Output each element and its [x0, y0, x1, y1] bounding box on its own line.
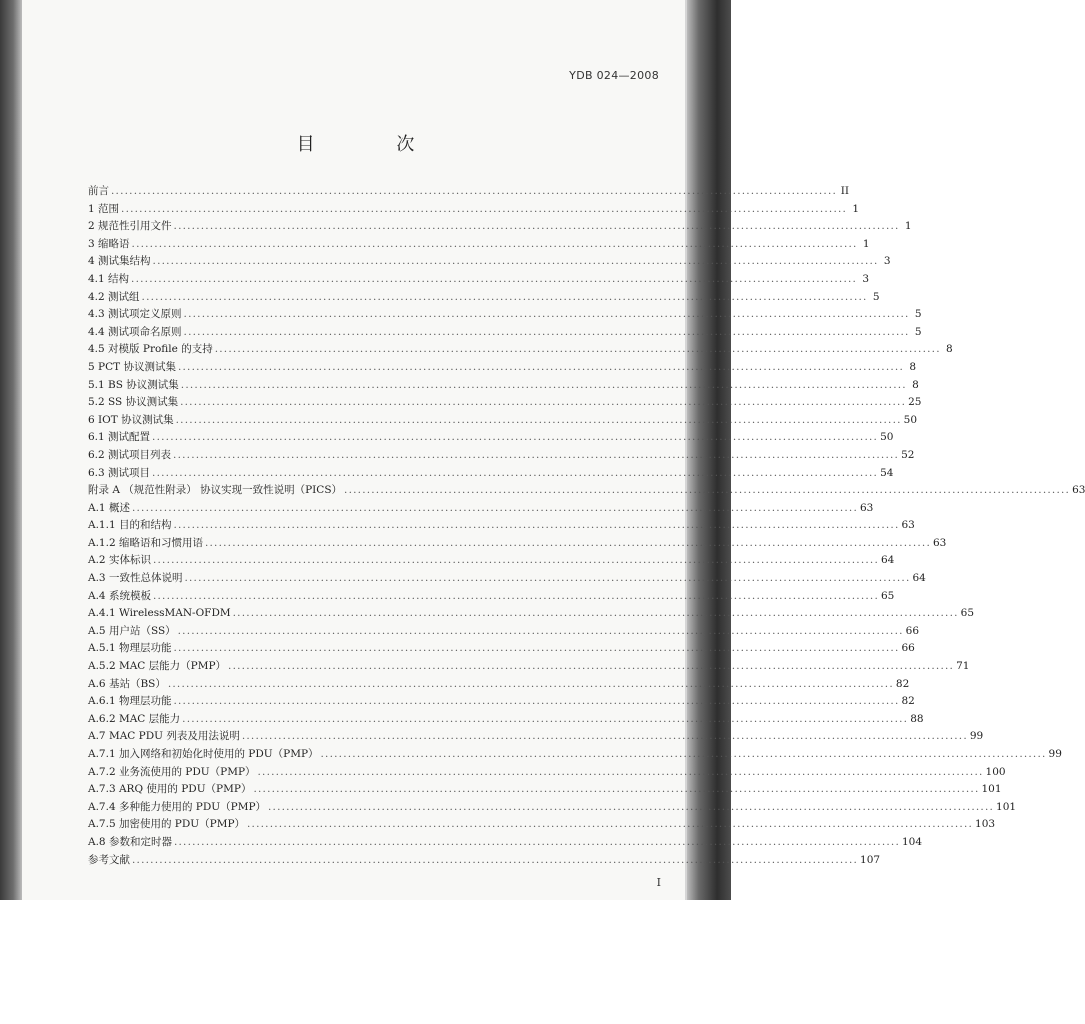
toc-entry-page: 100 — [985, 765, 1006, 778]
toc-entry-label: A.3 一致性总体说明 — [88, 572, 183, 585]
toc-entry[interactable] — [88, 781, 1002, 799]
toc-entry-label: 前言 — [88, 185, 109, 197]
toc-entry[interactable] — [88, 799, 1017, 817]
toc-entry[interactable] — [88, 324, 922, 342]
toc-entry-page: 5 — [914, 308, 922, 321]
toc-entry-page: 66 — [905, 624, 920, 637]
toc-entry-label: A.6.1 物理层功能 — [88, 695, 172, 708]
toc-leader-dots: ................................................................................................................................................................ — [177, 624, 904, 637]
toc-entry-page: 99 — [1048, 748, 1062, 760]
toc-entry-page: 101 — [981, 783, 1002, 796]
toc-entry-page: 5 — [872, 290, 880, 303]
toc-entry-label: 6.2 测试项目列表 — [88, 448, 172, 461]
toc-entry-label: A.5.1 物理层功能 — [88, 642, 172, 655]
toc-entry-page: 101 — [996, 800, 1017, 813]
toc-leader-dots: ................................................................................................................................................................ — [177, 360, 904, 373]
toc-entry[interactable] — [88, 693, 915, 711]
toc-entry[interactable] — [88, 535, 947, 553]
toc-entry-label: 4 测试集结构 — [88, 255, 151, 268]
toc-entry-page: 71 — [956, 660, 970, 673]
toc-entry[interactable] — [88, 500, 874, 518]
toc-entry-page: 3 — [883, 255, 891, 268]
toc-entry[interactable] — [88, 711, 924, 729]
toc-entry[interactable] — [88, 306, 922, 324]
toc-entry-label: A.7.3 ARQ 使用的 PDU（PMP） — [88, 783, 252, 796]
toc-entry-label: 6.3 测试项目 — [88, 466, 151, 479]
toc-leader-dots: ................................................................................................................................................................ — [121, 202, 848, 215]
toc-entry-label: A.7.4 多种能力使用的 PDU（PMP） — [88, 800, 267, 813]
toc-leader-dots: ................................................................................................................................................................ — [152, 466, 879, 479]
toc-leader-dots: ................................................................................................................................................................ — [241, 730, 968, 743]
toc-entry-page: 103 — [975, 818, 996, 831]
toc-entry-page: 50 — [880, 431, 894, 444]
toc-entry[interactable] — [88, 218, 912, 236]
toc-entry[interactable] — [88, 359, 916, 377]
toc-leader-dots: ................................................................................................................................................................ — [173, 695, 900, 708]
toc-entry-label: 2 规范性引用文件 — [88, 220, 172, 233]
toc-leader-dots: ................................................................................................................................................................ — [152, 554, 879, 567]
toc-entry-label: 3 缩略语 — [88, 237, 130, 250]
toc-entry-label: A.1.1 目的和结构 — [88, 519, 172, 532]
toc-leader-dots: ................................................................................................................................................................ — [183, 325, 910, 338]
toc-leader-dots: ................................................................................................................................................................ — [132, 853, 859, 866]
toc-entry[interactable] — [88, 764, 1006, 782]
toc-entry-page: 63 — [901, 519, 915, 532]
toc-entry-page: 3 — [862, 272, 870, 285]
toc-entry[interactable] — [88, 289, 880, 307]
toc-entry[interactable] — [88, 588, 895, 606]
toc-leader-dots: ................................................................................................................................................................ — [131, 237, 858, 250]
toc-entry-page: 5 — [914, 325, 922, 338]
toc-entry-label: 参考文献 — [88, 853, 130, 866]
toc-leader-dots: ................................................................................................................................................................ — [228, 660, 955, 673]
toc-entry[interactable] — [88, 465, 894, 483]
toc-entry-label: A.7.1 加入网络和初始化时使用的 PDU（PMP） — [88, 748, 319, 760]
toc-entry-label: A.4 系统模板 — [88, 589, 151, 602]
toc-leader-dots: ................................................................................................................................................................ — [344, 484, 1071, 497]
toc-entry-page: 52 — [901, 448, 915, 461]
toc-entry-page: 1 — [904, 220, 912, 233]
toc-leader-dots: ................................................................................................................................................................ — [268, 800, 995, 813]
toc-entry-label: A.7.5 加密使用的 PDU（PMP） — [88, 818, 246, 831]
page-number: I — [656, 876, 661, 889]
toc-entry-page: 66 — [901, 642, 915, 655]
toc-entry[interactable] — [88, 429, 894, 447]
toc-leader-dots: ................................................................................................................................................................ — [152, 255, 879, 268]
toc-entry[interactable] — [88, 412, 918, 430]
toc-entry[interactable] — [88, 183, 850, 201]
toc-leader-dots: ................................................................................................................................................................ — [175, 413, 902, 426]
toc-entry-label: 4.4 测试项命名原则 — [88, 325, 182, 338]
toc-entry-label: 5.2 SS 协议测试集 — [88, 396, 179, 409]
toc-entry-label: A.2 实体标识 — [88, 554, 151, 567]
toc-entry-page: 64 — [912, 572, 926, 585]
toc-entry[interactable] — [88, 623, 920, 641]
toc-entry-page: 50 — [903, 413, 918, 426]
toc-entry-label: 4.1 结构 — [88, 272, 130, 285]
toc-entry-label: A.8 参数和定时器 — [88, 835, 172, 848]
toc-entry[interactable] — [88, 834, 923, 852]
toc-entry-page: 63 — [933, 536, 947, 549]
toc-entry-label: A.7 MAC PDU 列表及用法说明 — [88, 730, 240, 743]
toc-entry-label: 4.3 测试项定义原则 — [88, 308, 182, 321]
toc-leader-dots: ................................................................................................................................................................ — [167, 677, 894, 690]
toc-entry-page: 64 — [880, 554, 895, 567]
toc-leader-dots: ................................................................................................................................................................ — [204, 536, 931, 549]
toc-entry[interactable] — [88, 570, 926, 588]
toc-leader-dots: ................................................................................................................................................................ — [180, 378, 907, 391]
toc-leader-dots: ................................................................................................................................................................ — [173, 448, 900, 461]
toc-entry-page: 104 — [901, 835, 923, 848]
toc-entry-label: A.5 用户站（SS） — [88, 624, 176, 637]
toc-entry[interactable] — [88, 271, 870, 289]
toc-entry-page: 65 — [960, 607, 975, 620]
toc-entry-page: II — [840, 185, 850, 197]
toc-entry-page: 82 — [901, 695, 915, 708]
toc-entry-label: 4.2 测试组 — [88, 290, 140, 303]
toc-entry-page: 1 — [862, 237, 870, 250]
toc-leader-dots: ................................................................................................................................................................ — [131, 501, 858, 514]
toc-entry-label: A.1 概述 — [88, 501, 130, 514]
toc-entry[interactable] — [88, 394, 922, 412]
toc-leader-dots: ................................................................................................................................................................ — [253, 783, 980, 796]
toc-entry-label: 1 范围 — [88, 202, 120, 215]
toc-leader-dots: ................................................................................................................................................................ — [257, 765, 984, 778]
toc-entry-page: 82 — [895, 677, 910, 690]
toc-leader-dots: ................................................................................................................................................................ — [131, 272, 858, 285]
toc-entry-label: 5 PCT 协议测试集 — [88, 360, 176, 373]
toc-entry-page: 88 — [910, 712, 924, 725]
toc-entry[interactable] — [88, 605, 975, 623]
toc-entry[interactable] — [88, 341, 953, 359]
toc-entry-label: 4.5 对模版 Profile 的支持 — [88, 343, 213, 356]
page-title: 目 次 — [296, 134, 453, 155]
toc-entry-label: A.7.2 业务流使用的 PDU（PMP） — [88, 765, 256, 778]
toc-entry-page: 107 — [860, 853, 881, 866]
toc-entry-page: 25 — [908, 396, 922, 409]
toc-entry-label: 6 IOT 协议测试集 — [88, 413, 174, 426]
toc-leader-dots: ................................................................................................................................................................ — [183, 308, 910, 321]
toc-leader-dots: ................................................................................................................................................................ — [247, 818, 974, 831]
toc-entry-page: 63 — [1072, 484, 1085, 497]
table-of-contents — [88, 183, 1085, 869]
toc-entry[interactable] — [88, 447, 915, 465]
toc-entry-label: A.6 基站（BS） — [88, 677, 166, 690]
toc-leader-dots: ................................................................................................................................................................ — [173, 835, 900, 848]
toc-entry[interactable] — [88, 482, 1085, 500]
toc-leader-dots: ................................................................................................................................................................ — [320, 748, 1047, 760]
toc-entry-page: 8 — [946, 343, 953, 356]
toc-leader-dots: ................................................................................................................................................................ — [182, 712, 909, 725]
toc-entry-page: 54 — [880, 466, 894, 479]
toc-leader-dots: ................................................................................................................................................................ — [184, 572, 911, 585]
toc-entry[interactable] — [88, 552, 895, 570]
toc-leader-dots: ................................................................................................................................................................ — [152, 589, 879, 602]
toc-entry[interactable] — [88, 253, 891, 271]
toc-leader-dots: ................................................................................................................................................................ — [180, 396, 907, 409]
toc-leader-dots: ................................................................................................................................................................ — [214, 343, 941, 356]
toc-leader-dots: ................................................................................................................................................................ — [111, 185, 838, 197]
toc-entry[interactable] — [88, 816, 996, 834]
toc-entry[interactable] — [88, 676, 910, 694]
toc-entry-label: 附录 A （规范性附录） 协议实现一致性说明（PICS） — [88, 484, 343, 497]
toc-leader-dots: ................................................................................................................................................................ — [173, 642, 900, 655]
toc-leader-dots: ................................................................................................................................................................ — [152, 431, 879, 444]
toc-entry-label: A.1.2 缩略语和习惯用语 — [88, 536, 203, 549]
toc-entry[interactable] — [88, 728, 984, 746]
toc-leader-dots: ................................................................................................................................................................ — [173, 220, 900, 233]
toc-entry-page: 65 — [880, 589, 895, 602]
toc-entry[interactable] — [88, 517, 915, 535]
toc-entry[interactable] — [88, 236, 870, 254]
toc-entry-page: 8 — [912, 378, 919, 391]
toc-entry-page: 1 — [852, 202, 860, 215]
toc-leader-dots: ................................................................................................................................................................ — [141, 290, 868, 303]
toc-entry-page: 63 — [859, 501, 874, 514]
toc-entry[interactable] — [88, 377, 919, 395]
toc-entry-label: 6.1 测试配置 — [88, 431, 151, 444]
toc-entry-label: A.6.2 MAC 层能力 — [88, 712, 181, 725]
toc-leader-dots: ................................................................................................................................................................ — [232, 607, 959, 620]
toc-entry[interactable] — [88, 746, 1062, 764]
toc-entry[interactable] — [88, 658, 970, 676]
document-code: YDB 024—2008 — [569, 69, 659, 82]
toc-entry[interactable] — [88, 640, 915, 658]
toc-entry-label: A.4.1 WirelessMAN-OFDM — [88, 607, 231, 620]
toc-entry-page: 8 — [909, 360, 916, 373]
toc-entry-label: A.5.2 MAC 层能力（PMP） — [88, 660, 227, 673]
toc-leader-dots: ................................................................................................................................................................ — [173, 519, 900, 532]
toc-entry-label: 5.1 BS 协议测试集 — [88, 378, 179, 391]
toc-entry[interactable] — [88, 852, 881, 870]
toc-entry[interactable] — [88, 201, 860, 219]
toc-entry-page: 99 — [969, 730, 984, 743]
